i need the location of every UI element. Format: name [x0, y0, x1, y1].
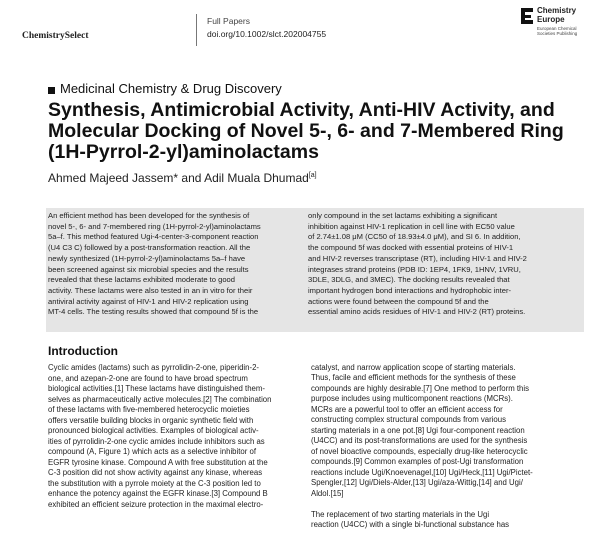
- affiliation-mark: [a]: [308, 172, 317, 179]
- abstract-line: MT-4 cells. The testing results showed that compound 5f is the: [48, 307, 259, 317]
- abstract-line: 5a–f. This method featured Ugi-4-center-3-component reaction: [48, 232, 259, 242]
- body-line: compounds.[9] Common examples of post-Ugi transformation: [311, 457, 524, 466]
- abstract-left-column: [48, 211, 308, 318]
- abstract-line: and HIV-2 reverses transcriptase (RT), including HIV-1 and HIV-2: [308, 253, 527, 263]
- body-line: reaction (U4CC) with a single bi-functional substance has: [311, 520, 510, 529]
- chemistry-europe-logo-icon: [520, 7, 534, 25]
- title-line: (1H-Pyrrol-2-yl)aminolactams: [48, 141, 319, 163]
- body-line: MCRs are a powerful tool to offer an efficient access for: [311, 404, 503, 414]
- author-list: [48, 171, 317, 185]
- body-line: of novel bioactive compounds, especially drug-like heterocyclic: [311, 446, 528, 456]
- body-right-column: [311, 352, 583, 531]
- body-line: The replacement of two starting materials in the Ugi: [311, 509, 490, 519]
- abstract-line: revealed that these lactams exhibited moderate to good: [48, 275, 236, 285]
- body-line: offers versatile building blocks in organic synthetic field with: [48, 415, 254, 425]
- abstract-line: activity. These lactams were also tested in an in vitro for their: [48, 285, 253, 295]
- abstract-line: of 2.74±1.08 μM (CC50 of 18.93±4.0 μM), and SI 6. In addition,: [308, 232, 521, 242]
- author-names: Ahmed Majeed Jassem* and Adil Muala Dhumad: [48, 171, 309, 185]
- abstract-line: 3DLE, 3DLG, and 3MEC). The docking results revealed that: [308, 275, 510, 285]
- abstract-line: been screened against six microbial species and the results: [48, 264, 249, 274]
- doi-link[interactable]: doi.org/10.1002/slct.202004755: [207, 29, 327, 39]
- body-line: constructing complex structural compounds from various: [311, 415, 507, 424]
- abstract-line: essential amino acids residues of HIV-1 and HIV-2 (RT) proteins.: [308, 307, 526, 317]
- abstract-right-column: [308, 211, 580, 318]
- abstract-line: inhibition against HIV-1 replication in cell line with EC50 value: [308, 221, 515, 231]
- logo-subtitle-line1: European Chemical: [537, 26, 577, 31]
- body-line: enhance the potency against the EGFR kinase.[3] Compound B: [48, 489, 268, 498]
- title-line: Synthesis, Antimicrobial Activity, Anti-HIV Activity, and: [48, 99, 555, 121]
- body-line: selves as pharmaceutically active molecules.[2] The combination: [48, 394, 272, 404]
- abstract-line: important hydrogen bond interactions and hydrophobic inter-: [308, 285, 512, 295]
- body-line: biological activities.[1] These lactams have distinguished them-: [48, 384, 265, 393]
- body-line: (U4CC) and its post-transformations are used for the synthesis: [311, 436, 528, 445]
- abstract-line: integrases strand proteins (PDB ID: 1EP4, 1FK9, 1HNV, 1VRU,: [308, 264, 521, 274]
- section-label: Medicinal Chemistry & Drug Discovery: [60, 81, 282, 96]
- body-line: C-3 position did not show activity against any kinase, whereas: [48, 468, 263, 477]
- abstract-line: antiviral activity against of HIV-1 and HIV-2 replication using: [48, 296, 249, 306]
- body-line: catalyst, and narrow application scope of starting materials.: [311, 362, 516, 372]
- body-line: the substitution with a pyrrole moiety at the C-3 position led to: [48, 478, 261, 488]
- abstract-line: actions were found between the compound 5f and the: [308, 296, 489, 306]
- header-divider: [196, 14, 197, 46]
- body-line: exhibited an efficient seizure protection in the maximal electro-: [48, 499, 264, 509]
- journal-name: ChemistrySelect: [22, 31, 89, 41]
- body-line: one, and azepan-2-one are found to have broad spectrum: [48, 373, 248, 383]
- body-line: pronounced biological activities. Examples of biological activ-: [48, 426, 259, 435]
- logo-name-line1: Chemistry: [537, 6, 577, 15]
- body-line: compound (A, Figure 1) which acts as a selective inhibitor of: [48, 447, 257, 456]
- abstract-line: newly synthesized (1H-pyrrol-2-yl)aminolactams 5a–f have: [48, 253, 246, 263]
- body-line: [311, 352, 583, 363]
- abstract-line: the compound 5f was docked with essential proteins of HIV-1: [308, 243, 514, 253]
- body-line: Cyclic amides (lactams) such as pyrrolidin-2-one, piperidin-2-: [48, 363, 260, 372]
- abstract-line: (U4 C3 C) followed by a post-transformation reaction. All the: [48, 243, 251, 253]
- abstract-line: novel 5-, 6- and 7-membered ring (1H-pyrrol-2-yl)aminolactams: [48, 221, 261, 231]
- abstract-box: [46, 208, 584, 332]
- body-left-column: [48, 363, 306, 510]
- abstract-line: An efficient method has been developed for the synthesis of: [48, 211, 250, 220]
- abstract-line: only compound in the set lactams exhibiting a significant: [308, 211, 498, 220]
- logo-name-line2: Europe: [537, 15, 565, 24]
- body-line: starting materials in a one pot.[8] Ugi four-component reaction: [311, 425, 525, 435]
- article-type: Full Papers: [207, 16, 250, 26]
- logo-subtitle-line2: Societies Publishing: [537, 31, 578, 36]
- body-line: Spengler,[12] Ugi/Diels-Alder,[13] Ugi/aza-Wittig,[14] and Ugi/: [311, 478, 523, 487]
- body-line: compounds are highly desirable.[7] One method to perform this: [311, 383, 529, 393]
- body-line: reactions include Ugi/Knoevenagel,[10] Ugi/Heck,[11] Ugi/Pictet-: [311, 467, 533, 477]
- body-line: Thus, facile and efficient methods for the synthesis of these: [311, 373, 516, 382]
- body-line: [311, 499, 583, 510]
- body-line: of these lactams with five-membered heterocyclic moieties: [48, 405, 250, 414]
- section-bullet-icon: [48, 87, 55, 94]
- body-line: EGFR tyrosine kinase. Compound A with free substitution at the: [48, 457, 268, 467]
- section-heading-introduction: Introduction: [48, 344, 118, 358]
- article-title: [48, 100, 568, 163]
- publisher-logo: [520, 5, 590, 45]
- body-line: ities of pyrrolidin-2-one cyclic amides include inhibitors such as: [48, 436, 265, 446]
- body-line: purpose includes using multicomponent reactions (MCRs).: [311, 394, 513, 403]
- body-line: Aldol.[15]: [311, 488, 344, 498]
- title-line: Molecular Docking of Novel 5-, 6- and 7-Membered Ring: [48, 120, 564, 142]
